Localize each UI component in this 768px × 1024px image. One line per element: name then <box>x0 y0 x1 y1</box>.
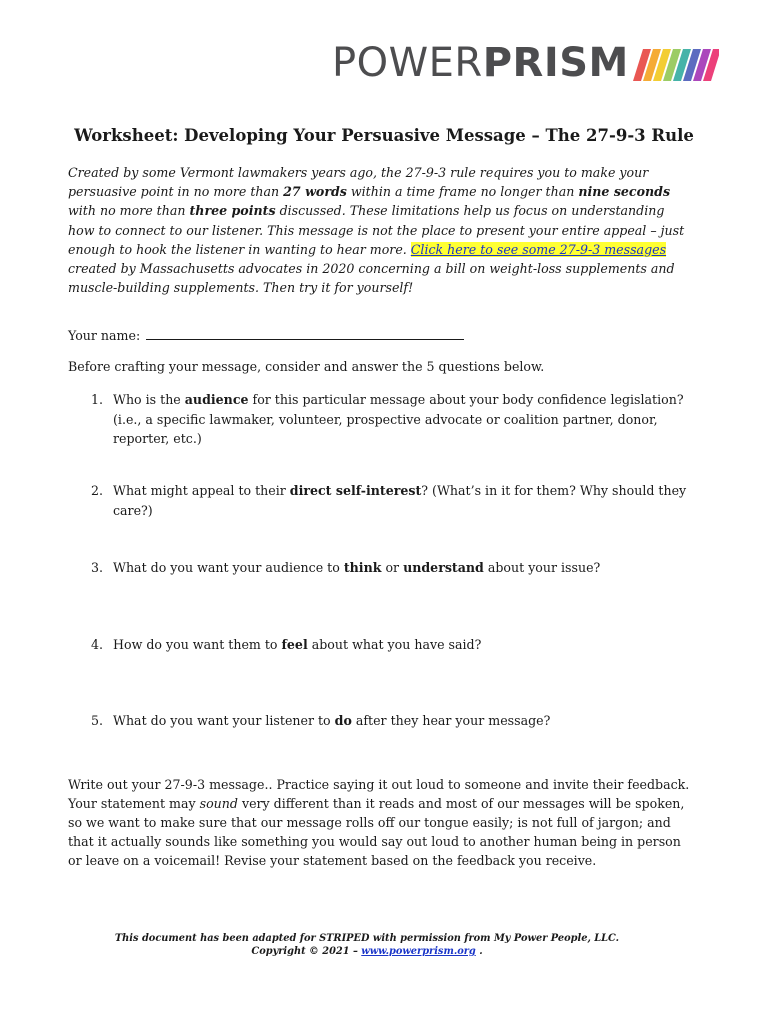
footer-copyright: Copyright © 2021 – www.powerprism.org . <box>251 946 483 957</box>
question-number: 2. <box>91 483 104 498</box>
write-paragraph: Write out your 27-9-3 message.. Practice saying it out loud to someone and invite their feedback. Your statement may sound very different than it reads and most of our messages will be spoken, so we want to make sure that our message rolls off our tongue easily; is not full of jargon; and that it actually sounds like something you would say out loud to another human being in person or leave on a voicemail! Revise your statement based on the feedback you receive. <box>68 777 690 868</box>
question-number: 5. <box>91 713 104 728</box>
prism-stripes-icon <box>633 43 719 83</box>
question-text: What do you want your listener to do after they hear your message? <box>113 713 551 728</box>
question-number: 4. <box>91 637 104 652</box>
question-text: What do you want your audience to think or understand about your issue? <box>113 560 601 575</box>
name-label: Your name: <box>68 328 141 343</box>
page-title: Worksheet: Developing Your Persuasive Message – The 27-9-3 Rule <box>74 126 694 145</box>
question-text: How do you want them to feel about what you have said? <box>113 637 482 652</box>
footer-credit: This document has been adapted for STRIPED with permission from My Power People, LLC. <box>114 933 620 944</box>
intro-paragraph: Created by some Vermont lawmakers years ago, the 27-9-3 rule requires you to make your persuasive point in no more than 27 words within a time frame no longer than nine seconds with no more than three points discussed. These limitations help us focus on understanding how to connect to our listener. This message is not the place to present your entire appeal – just enough to hook the listener in wanting to hear more. Click here to see some 27-9-3 messages created by Massachusetts advocates in 2020 concerning a bill on weight-loss supplements and muscle-building supplements. Then try it for yourself! <box>68 165 685 296</box>
question-number: 1. <box>91 392 104 407</box>
footer <box>0 932 734 958</box>
logo-wordmark: POWERPRISM <box>332 40 629 86</box>
name-blank-line[interactable] <box>146 326 464 340</box>
question-number: 3. <box>91 560 104 575</box>
powerprism-logo <box>332 40 719 86</box>
name-field-row <box>68 326 464 343</box>
powerprism-link[interactable]: www.powerprism.org <box>361 946 476 957</box>
instructions-text: Before crafting your message, consider and answer the 5 questions below. <box>68 359 545 374</box>
example-messages-link[interactable]: Click here to see some 27-9-3 messages <box>410 241 667 257</box>
question-text: Who is the audience for this particular message about your body confidence legislation? (i.e., a specific lawmaker, volunteer, prospective advocate or coalition partner, donor, reporter, etc.) <box>113 392 684 446</box>
question-text: What might appeal to their direct self-interest? (What’s in it for them? Why should they care?) <box>113 483 687 518</box>
